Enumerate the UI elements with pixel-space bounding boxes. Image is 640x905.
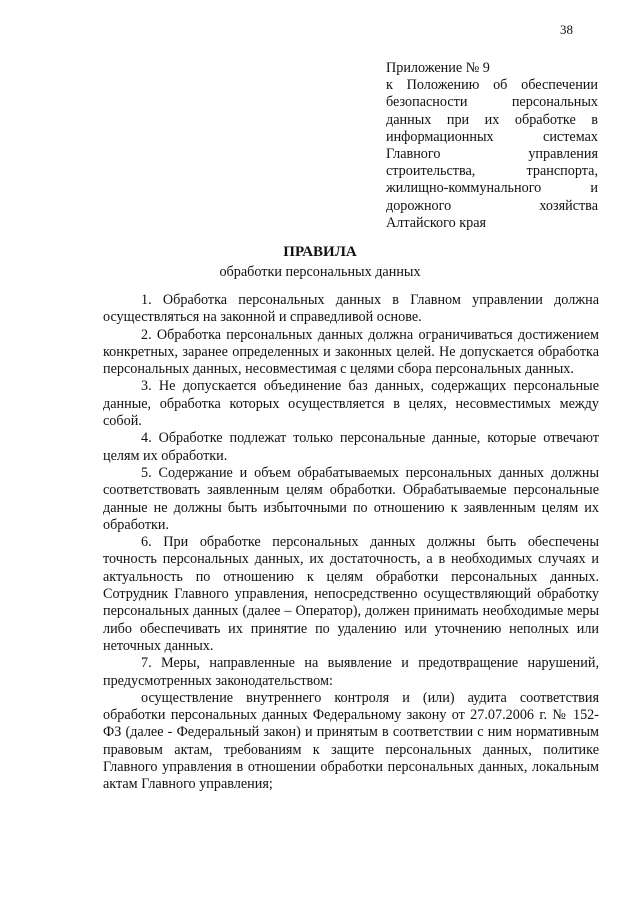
appendix-line: Алтайского края — [386, 214, 487, 231]
paragraph-2: 2. Обработка персональных данных должна ограничиваться достижением конкретных, заранее определенных и законных целей. Не допускается обработка персональных данных, несовместимая с целями сбора персональных данных. — [103, 326, 599, 378]
paragraph-7-item: осуществление внутреннего контроля и (или) аудита соответствия обработки персональных данных Федеральному закону от 27.07.2006 г. № 152-ФЗ (далее - Федеральный закон) и принятым в соответствии с ним нормативным правовым актам, требованиям к защите персональных данных, политике Главного управления в отношении обработки персональных данных, локальным актам Главного управления; — [103, 689, 599, 793]
appendix-line: жилищно-коммунального и — [386, 180, 598, 197]
paragraph-1: 1. Обработка персональных данных в Главном управлении должна осуществляться на законной и справедливой основе. — [103, 292, 599, 326]
appendix-block — [386, 60, 598, 232]
document-subtitle: обработки персональных данных — [219, 264, 421, 280]
appendix-line: данных при их обработке в — [386, 111, 598, 128]
appendix-line: информационных системах — [386, 128, 598, 145]
appendix-line: к Положению об обеспечении — [386, 77, 598, 94]
appendix-line: дорожного хозяйства — [386, 197, 598, 214]
appendix-line: безопасности персональных — [386, 94, 598, 111]
paragraph-7: 7. Меры, направленные на выявление и предотвращение нарушений, предусмотренных законодательством: — [103, 655, 599, 689]
document-body — [103, 292, 599, 794]
appendix-title: Приложение № 9 — [386, 60, 490, 76]
appendix-line: Главного управления — [386, 146, 598, 163]
paragraph-3: 3. Не допускается объединение баз данных, содержащих персональные данные, обработка которых осуществляется в целях, несовместимых между собой. — [103, 378, 599, 430]
page-number: 38 — [560, 22, 573, 37]
paragraph-5: 5. Содержание и объем обрабатываемых персональных данных должны соответствовать заявленным целям обработки. Обрабатываемые персональные данные не должны быть избыточными по отношению к заявленным целям их обработки. — [103, 464, 599, 533]
paragraph-4: 4. Обработке подлежат только персональные данные, которые отвечают целям их обработки. — [103, 430, 599, 464]
document-title: ПРАВИЛА — [283, 244, 357, 260]
paragraph-6: 6. При обработке персональных данных должны быть обеспечены точность персональных данных, их достаточность, а в необходимых случаях и актуальность по отношению к целям обработки персональных данных. Сотрудник Главного управления, непосредственно осуществляющий обработку персональных данных (далее – Оператор), должен принимать необходимые меры либо обеспечивать их принятие по удалению или уточнению неполных или неточных данных. — [103, 534, 599, 654]
appendix-line: строительства, транспорта, — [386, 163, 598, 180]
